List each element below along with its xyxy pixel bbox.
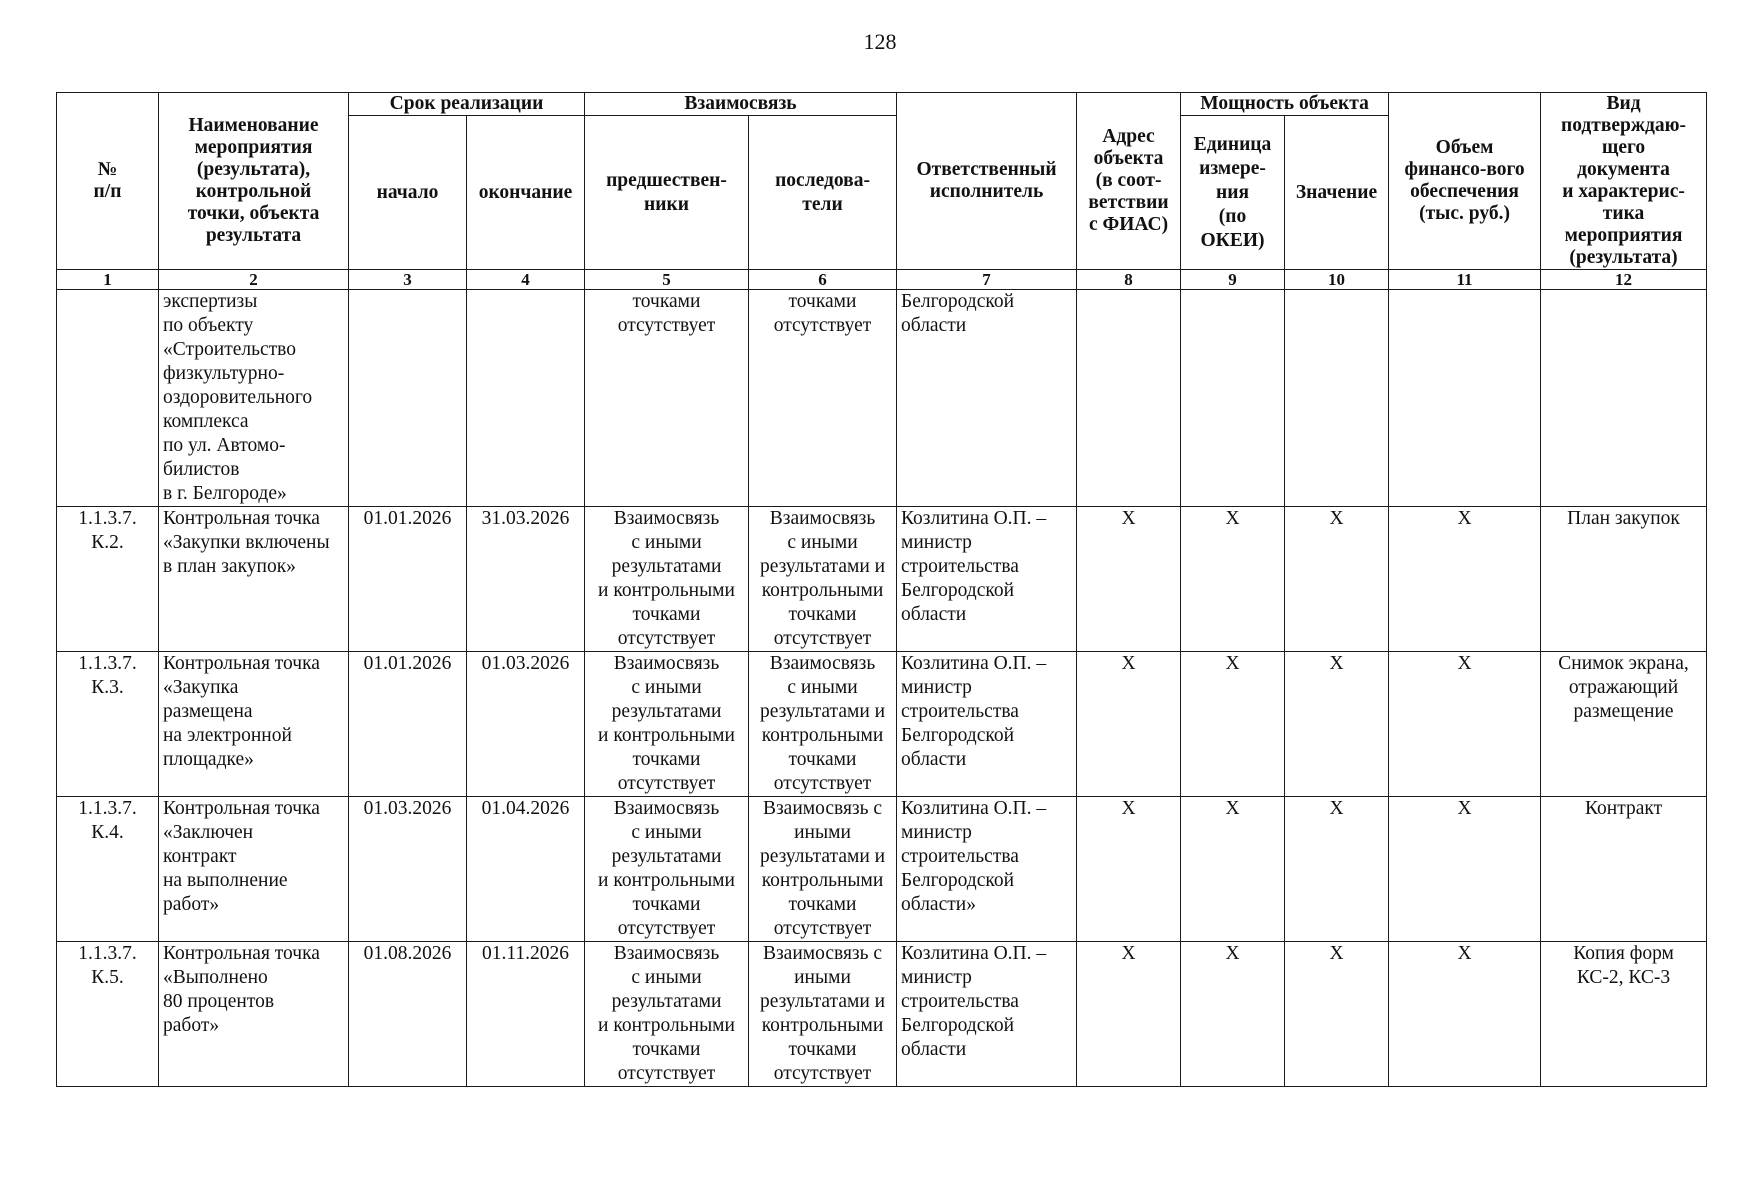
- cell-doc-type: Копия форм КС-2, КС-3: [1541, 942, 1707, 1087]
- cell-address: Х: [1077, 942, 1181, 1087]
- column-number: 5: [585, 270, 749, 290]
- cell-end: 01.03.2026: [467, 652, 585, 797]
- header-doc-type: Вид подтверждаю- щего документа и характерис- тика мероприятия (результата): [1541, 93, 1707, 270]
- header-address: Адрес объекта (в соот- ветствии с ФИАС): [1077, 93, 1181, 270]
- cell-name: Контрольная точка «Закупка размещена на электронной площадке»: [159, 652, 349, 797]
- cell-name: экспертизы по объекту «Строительство физкультурно- оздоровительного комплекса по ул. Автомо- билистов в г. Белгороде»: [159, 290, 349, 507]
- table-row: [57, 507, 1707, 652]
- plan-table: [56, 92, 1707, 1087]
- cell-predecessors: Взаимосвязь с иными результатами и контрольными точками отсутствует: [585, 507, 749, 652]
- header-executor: Ответственный исполнитель: [897, 93, 1077, 270]
- cell-end: 31.03.2026: [467, 507, 585, 652]
- cell-start: 01.03.2026: [349, 797, 467, 942]
- cell-doc-type: Снимок экрана, отражающий размещение: [1541, 652, 1707, 797]
- cell-start: [349, 290, 467, 507]
- cell-address: Х: [1077, 507, 1181, 652]
- cell-successors: Взаимосвязь с иными результатами и контрольными точками отсутствует: [749, 942, 897, 1087]
- cell-end: 01.04.2026: [467, 797, 585, 942]
- cell-name: Контрольная точка «Выполнено 80 процентов работ»: [159, 942, 349, 1087]
- cell-predecessors: точками отсутствует: [585, 290, 749, 507]
- column-number: 1: [57, 270, 159, 290]
- cell-executor: Козлитина О.П. – министр строительства Белгородской области: [897, 507, 1077, 652]
- cell-unit: Х: [1181, 652, 1285, 797]
- cell-finance: [1389, 290, 1541, 507]
- cell-finance: Х: [1389, 942, 1541, 1087]
- cell-num: 1.1.3.7. К.3.: [57, 652, 159, 797]
- cell-value: Х: [1285, 507, 1389, 652]
- table-row: [57, 290, 1707, 507]
- cell-value: Х: [1285, 797, 1389, 942]
- header-name: Наименование мероприятия (результата), контрольной точки, объекта результата: [159, 93, 349, 270]
- cell-end: [467, 290, 585, 507]
- cell-executor: Козлитина О.П. – министр строительства Белгородской области»: [897, 797, 1077, 942]
- header-num: № п/п: [57, 93, 159, 270]
- cell-doc-type: План закупок: [1541, 507, 1707, 652]
- cell-num: 1.1.3.7. К.2.: [57, 507, 159, 652]
- cell-start: 01.08.2026: [349, 942, 467, 1087]
- cell-address: Х: [1077, 652, 1181, 797]
- cell-executor: Козлитина О.П. – министр строительства Белгородской области: [897, 942, 1077, 1087]
- header-predecessors: предшествен- ники: [585, 116, 749, 270]
- column-number: 7: [897, 270, 1077, 290]
- cell-value: Х: [1285, 942, 1389, 1087]
- header-value: Значение: [1285, 116, 1389, 270]
- column-number: 8: [1077, 270, 1181, 290]
- cell-finance: Х: [1389, 797, 1541, 942]
- header-start: начало: [349, 116, 467, 270]
- header-row-top: [57, 93, 1707, 116]
- cell-predecessors: Взаимосвязь с иными результатами и контрольными точками отсутствует: [585, 652, 749, 797]
- cell-address: [1077, 290, 1181, 507]
- column-number: 2: [159, 270, 349, 290]
- cell-predecessors: Взаимосвязь с иными результатами и контрольными точками отсутствует: [585, 942, 749, 1087]
- cell-doc-type: Контракт: [1541, 797, 1707, 942]
- cell-start: 01.01.2026: [349, 652, 467, 797]
- cell-name: Контрольная точка «Заключен контракт на выполнение работ»: [159, 797, 349, 942]
- header-successors: последова- тели: [749, 116, 897, 270]
- cell-unit: Х: [1181, 797, 1285, 942]
- table-row: [57, 942, 1707, 1087]
- cell-unit: Х: [1181, 942, 1285, 1087]
- header-finance: Объем финансо-вого обеспечения (тыс. руб.): [1389, 93, 1541, 270]
- cell-num: 1.1.3.7. К.5.: [57, 942, 159, 1087]
- cell-executor: Белгородской области: [897, 290, 1077, 507]
- header-capacity-group: Мощность объекта: [1181, 93, 1389, 116]
- header-period-group: Срок реализации: [349, 93, 585, 116]
- cell-unit: [1181, 290, 1285, 507]
- cell-predecessors: Взаимосвязь с иными результатами и контрольными точками отсутствует: [585, 797, 749, 942]
- cell-value: [1285, 290, 1389, 507]
- column-number: 6: [749, 270, 897, 290]
- cell-finance: Х: [1389, 652, 1541, 797]
- column-number: 9: [1181, 270, 1285, 290]
- table-body: [57, 290, 1707, 1087]
- column-number: 4: [467, 270, 585, 290]
- cell-finance: Х: [1389, 507, 1541, 652]
- column-number-row: [57, 270, 1707, 290]
- page-number: 128: [863, 29, 897, 54]
- table-row: [57, 797, 1707, 942]
- cell-num: [57, 290, 159, 507]
- column-number: 3: [349, 270, 467, 290]
- cell-value: Х: [1285, 652, 1389, 797]
- table-row: [57, 652, 1707, 797]
- cell-successors: точками отсутствует: [749, 290, 897, 507]
- cell-name: Контрольная точка «Закупки включены в план закупок»: [159, 507, 349, 652]
- cell-successors: Взаимосвязь с иными результатами и контрольными точками отсутствует: [749, 507, 897, 652]
- cell-unit: Х: [1181, 507, 1285, 652]
- header-link-group: Взаимосвязь: [585, 93, 897, 116]
- cell-successors: Взаимосвязь с иными результатами и контрольными точками отсутствует: [749, 797, 897, 942]
- cell-successors: Взаимосвязь с иными результатами и контрольными точками отсутствует: [749, 652, 897, 797]
- cell-end: 01.11.2026: [467, 942, 585, 1087]
- column-number: 10: [1285, 270, 1389, 290]
- table-header: [57, 93, 1707, 290]
- header-end: окончание: [467, 116, 585, 270]
- column-number: 12: [1541, 270, 1707, 290]
- column-number: 11: [1389, 270, 1541, 290]
- cell-address: Х: [1077, 797, 1181, 942]
- cell-start: 01.01.2026: [349, 507, 467, 652]
- cell-executor: Козлитина О.П. – министр строительства Белгородской области: [897, 652, 1077, 797]
- cell-doc-type: [1541, 290, 1707, 507]
- header-unit: Единица измере- ния (по ОКЕИ): [1181, 116, 1285, 270]
- cell-num: 1.1.3.7. К.4.: [57, 797, 159, 942]
